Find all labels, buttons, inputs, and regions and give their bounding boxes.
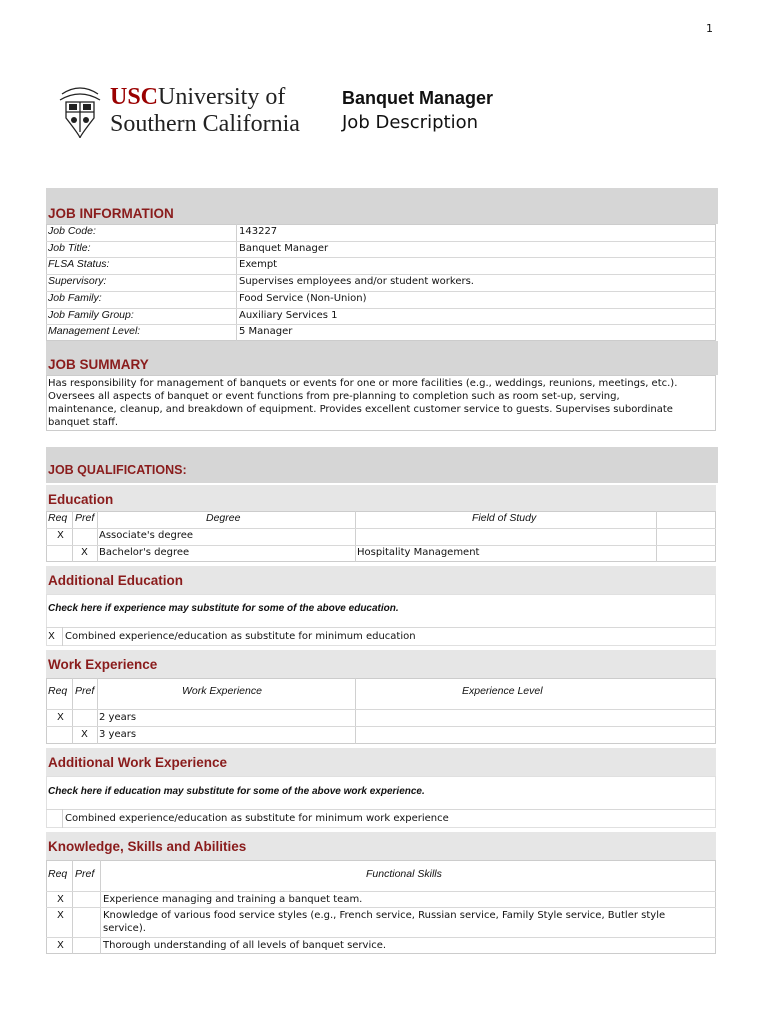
col-req: Req	[48, 868, 68, 880]
document-subtitle: Job Description	[342, 112, 478, 133]
job-info-value: Exempt	[239, 259, 278, 271]
edu-degree: Associate's degree	[99, 530, 194, 541]
usc-wordmark: USCUniversity of Southern California	[110, 84, 300, 137]
edu-field: Hospitality Management	[357, 547, 480, 558]
col-degree: Degree	[206, 512, 241, 524]
job-summary-heading: JOB SUMMARY	[48, 357, 149, 372]
job-info-value: Food Service (Non-Union)	[239, 292, 367, 304]
job-info-label: Job Family:	[48, 291, 102, 304]
job-info-label: FLSA Status:	[48, 258, 110, 271]
col-req: Req	[48, 512, 68, 524]
job-info-label: Supervisory:	[48, 275, 107, 288]
work-experience-table	[46, 678, 716, 744]
ksa-skill: Experience managing and training a banquet team.	[103, 894, 363, 905]
job-information-heading: JOB INFORMATION	[48, 206, 174, 221]
ksa-req: X	[57, 894, 64, 905]
col-pref: Pref	[75, 512, 95, 524]
job-info-value: Banquet Manager	[239, 242, 329, 254]
col-experience-level: Experience Level	[462, 685, 543, 697]
job-info-value: Auxiliary Services 1	[239, 309, 338, 321]
col-field: Field of Study	[472, 512, 537, 524]
job-info-value: Supervises employees and/or student workers.	[239, 276, 474, 288]
col-functional-skills: Functional Skills	[366, 868, 442, 880]
additional-work-experience-heading: Additional Work Experience	[48, 755, 228, 770]
ksa-skill: Thorough understanding of all levels of banquet service.	[103, 940, 387, 951]
additional-education-item: Combined experience/education as substitute for minimum education	[65, 631, 416, 642]
work-exp: 2 years	[99, 712, 137, 723]
work-exp: 3 years	[99, 729, 137, 740]
education-heading: Education	[48, 492, 114, 507]
usc-seal-icon	[58, 84, 102, 140]
edu-req: X	[57, 530, 64, 541]
job-info-label: Job Code:	[48, 225, 96, 237]
ksa-heading: Knowledge, Skills and Abilities	[48, 839, 247, 854]
ksa-req: X	[57, 910, 64, 921]
education-bar	[46, 485, 716, 511]
additional-education-note: Check here if experience may substitute for some of the above education.	[48, 603, 399, 614]
work-req: X	[57, 712, 64, 723]
job-summary-line: maintenance, cleanup, and breakdown of equipment. Provides excellent customer service to guests. Supervises subordinate	[48, 404, 673, 415]
job-info-label: Job Title:	[48, 241, 91, 254]
job-qualifications-heading: JOB QUALIFICATIONS:	[48, 463, 187, 477]
job-summary-line: banquet staff.	[48, 417, 119, 428]
additional-work-experience-note: Check here if education may substitute for some of the above work experience.	[48, 786, 425, 797]
additional-work-experience-item: Combined experience/education as substitute for minimum work experience	[65, 813, 449, 824]
ksa-req: X	[57, 940, 64, 951]
edu-degree: Bachelor's degree	[99, 547, 190, 558]
job-summary-line: Oversees all aspects of banquet or event functions from pre-planning to completion such as room set-up, serving,	[48, 391, 620, 402]
col-work-experience: Work Experience	[182, 685, 262, 697]
page-number: 1	[706, 22, 713, 35]
col-pref: Pref	[75, 685, 95, 697]
work-experience-heading: Work Experience	[48, 657, 158, 672]
edu-pref: X	[81, 547, 88, 558]
additional-education-checkbox[interactable]: X	[48, 631, 55, 642]
col-pref: Pref	[75, 868, 95, 880]
job-info-value: 5 Manager	[239, 326, 293, 338]
ksa-skill: Knowledge of various food service styles (e.g., French service, Russian service, Family Style service, Butler style	[103, 910, 666, 921]
work-pref: X	[81, 729, 88, 740]
job-summary-line: Has responsibility for management of banquets or events for one or more facilities (e.g., weddings, reunions, meetings, etc.).	[48, 378, 678, 389]
job-info-label: Job Family Group:	[48, 308, 134, 321]
ksa-skill-cont: service).	[103, 923, 146, 934]
col-req: Req	[48, 685, 68, 697]
job-info-value: 143227	[239, 226, 278, 237]
additional-education-heading: Additional Education	[48, 573, 183, 588]
job-info-label: Management Level:	[48, 325, 141, 338]
document-title: Banquet Manager	[342, 88, 494, 108]
